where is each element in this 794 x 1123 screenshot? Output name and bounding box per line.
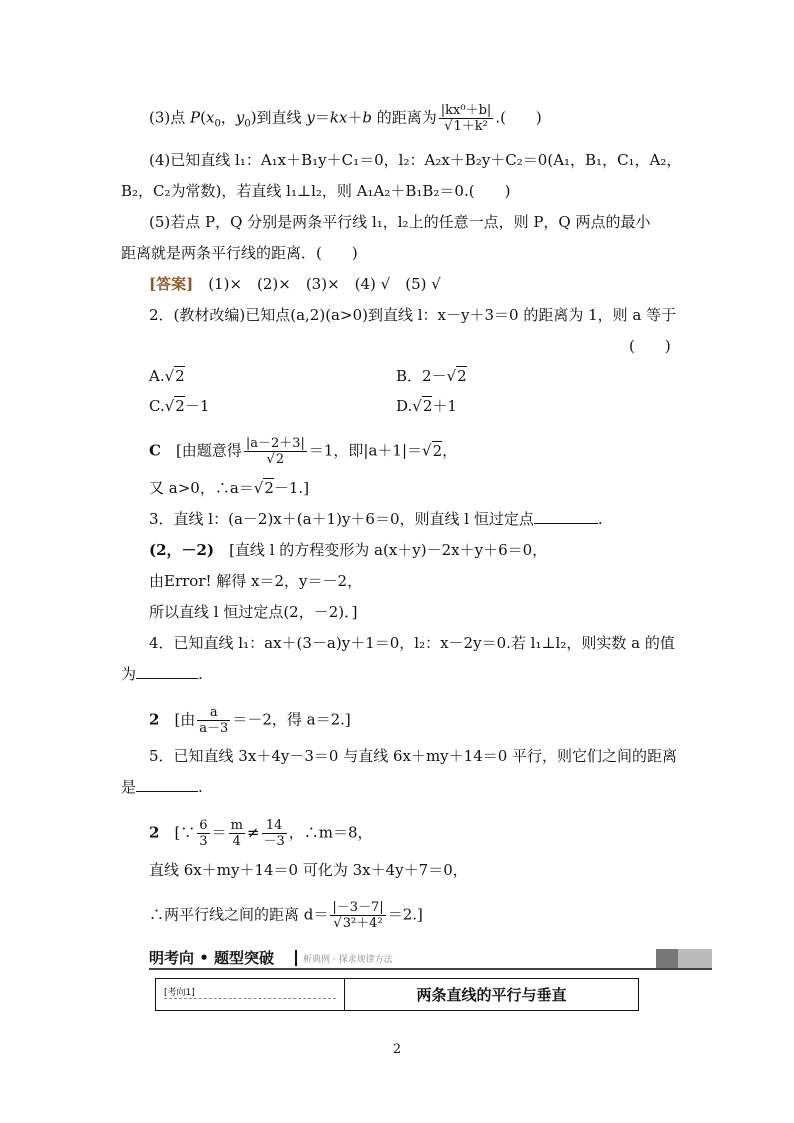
q4-blank[interactable] <box>136 664 198 679</box>
section-header <box>149 948 712 970</box>
q2-option-d: D.√2＋1 <box>396 397 457 415</box>
q3-solution-line3: 所以直线 l 恒过定点(2，－2)．] <box>149 603 358 621</box>
q5-solution-line2: 直线 6x＋my＋14＝0 可化为 3x＋4y＋7＝0， <box>149 861 468 879</box>
section-subtitle: 析典例 · 探求规律方法 <box>303 955 393 965</box>
page-number: 2 <box>392 1042 402 1057</box>
q4-stem-line1: 4．已知直线 l₁：ax＋(3－a)y＋1＝0，l₂：x－2y＝0.若 l₁⊥l₂，则实数 a 的值 <box>149 634 675 652</box>
q4-solution: 2 [由 $\frac{a}{a-3}$ ＝－2，得 a＝2.] <box>149 705 351 736</box>
q2-stem: 2．(教材改编)已知点(a,2)(a>0)到直线 l：x－y＋3＝0 的距离为 1，则 a 等于 <box>149 306 677 324</box>
q5-solution-line3: ∴两平行线之间的距离 d＝ $\frac{|-3-7|}{\text{√3²＋4²}}$ ＝2.] <box>149 900 423 931</box>
section-title: 明考向 • 题型突破 <box>149 949 275 967</box>
q2-fraction: $\frac{|a-2+3|}{√2}$ <box>245 436 305 467</box>
topic-box <box>155 978 639 1011</box>
topic-dash-line <box>164 998 336 999</box>
topic-tag: [考向1] <box>164 988 195 998</box>
item-4-line1: (4)已知直线 l₁：A₁x＋B₁y＋C₁＝0，l₂：A₂x＋B₂y＋C₂＝0(A₁，B₁，C₁，A₂， <box>149 151 682 169</box>
topic-tag-cell <box>156 979 345 1010</box>
q5-solution-line1: 2 [∵ $\frac{6}{3}$ ＝ $\frac{m}{4}$ ≠ $\frac{14}{-3}$ ，∴m＝8， <box>149 818 373 849</box>
item-4-line2: B₂，C₂为常数)，若直线 l₁⊥l₂，则 A₁A₂＋B₁B₂＝0.( ) <box>121 182 511 200</box>
q2-option-b: B．2－√2 <box>396 367 467 385</box>
q5-stem-line1: 5．已知直线 3x＋4y－3＝0 与直线 6x＋my＋14＝0 平行，则它们之间的距离 <box>149 747 678 765</box>
distance-fraction: $\frac{\text{|kx⁰＋b|}}{\text{√1＋k²}}$ <box>440 103 492 134</box>
q5-stem-line2: 是 . <box>121 778 203 796</box>
answer-line: [答案] (1)× (2)× (3)× (4) √ (5) √ <box>149 275 441 293</box>
item-5-line2: 距离就是两条平行线的距离．( ) <box>121 244 358 262</box>
q4-fraction: $\frac{a}{a-3}$ <box>199 705 229 736</box>
q3-solution-line1: (2，－2) [直线 l 的方程变形为 a(x＋y)－2x＋y＋6＝0， <box>149 541 548 559</box>
q3-solution-line2: 由Error! 解得 x＝2，y＝－2， <box>149 572 363 590</box>
section-decoration-dark <box>656 949 678 968</box>
q5-blank[interactable] <box>136 777 198 792</box>
item-3: (3)点 $P(x_0$，$y_0$)到直线 y＝kx＋b 的距离为 $\frac{\text{|kx⁰＋b|}}{\text{√1＋k²}}$ .( ) <box>149 103 542 134</box>
q5-fraction-1: $\frac{6}{3}$ <box>199 818 208 849</box>
q2-solution-line1: C [由题意得 $\frac{|a-2+3|}{√2}$ ＝1，即|a＋1|＝√2， <box>149 436 458 467</box>
q2-option-c: C.√2－1 <box>149 397 210 415</box>
q4-stem-line2: 为 . <box>121 665 203 683</box>
q5-fraction-2: $\frac{m}{4}$ <box>230 818 243 849</box>
section-rule <box>149 968 712 970</box>
q2-solution-line2: 又 a>0，∴a＝√2－1.] <box>149 479 310 497</box>
item-5-line1: (5)若点 P，Q 分别是两条平行线 l₁，l₂上的任意一点，则 P，Q 两点的最小 <box>149 213 651 231</box>
q2-paren: ( ) <box>629 337 671 355</box>
q3-blank[interactable] <box>534 509 598 524</box>
q5-fraction-3: $\frac{14}{-3}$ <box>263 818 285 849</box>
q5-distance-fraction: $\frac{|-3-7|}{\text{√3²＋4²}}$ <box>332 900 384 931</box>
q3-stem: 3．直线 l：(a－2)x＋(a＋1)y＋6＝0，则直线 l 恒过定点 . <box>149 510 603 528</box>
topic-title: 两条直线的平行与垂直 <box>416 986 567 1004</box>
answer-label: [答案] <box>149 275 194 293</box>
section-separator <box>295 950 297 966</box>
q2-option-a: A.√2 <box>149 367 185 385</box>
section-decoration-light <box>678 949 712 968</box>
